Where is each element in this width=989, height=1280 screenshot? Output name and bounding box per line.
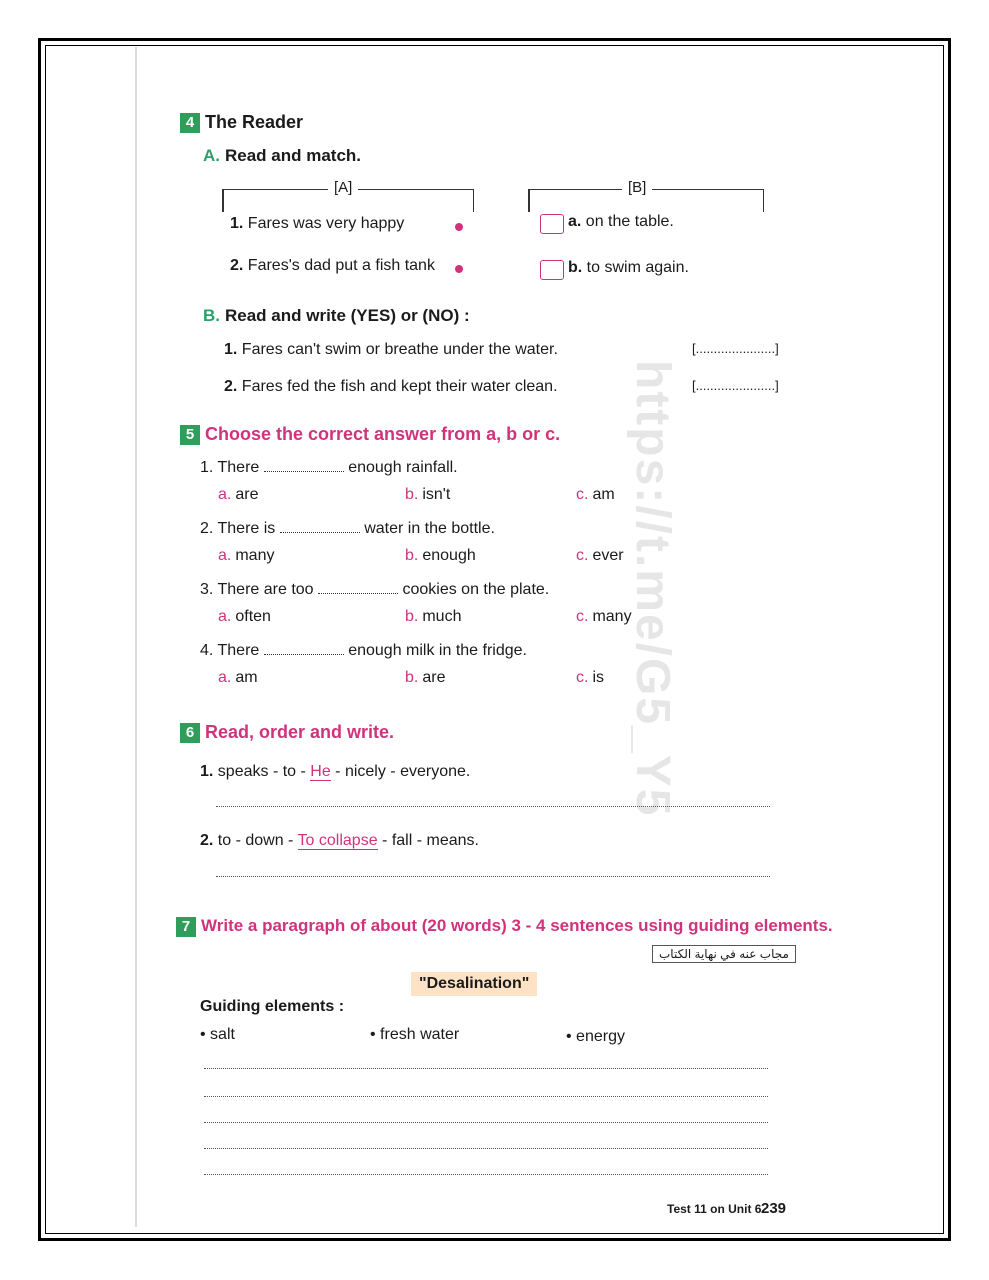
mcq-4-blank[interactable] (264, 654, 344, 655)
mcq-2-blank[interactable] (280, 532, 360, 533)
section-6-number: 6 (180, 723, 200, 743)
mcq-3-option-c-text: many (592, 608, 632, 625)
yes-no-item-1-num: 1. (224, 341, 238, 358)
column-b-label: [B] (622, 179, 652, 196)
page-fold-line (135, 47, 137, 1227)
yes-no-item-1-text: Fares can't swim or breathe under the water. (241, 341, 558, 358)
column-a-label: [A] (328, 179, 358, 196)
paragraph-line-3[interactable] (204, 1122, 768, 1123)
option-a-letter: a. (218, 669, 232, 686)
column-b-bracket (528, 179, 764, 196)
yes-no-item-2-text: Fares fed the fish and kept their water clean. (241, 378, 558, 395)
guiding-element-2: • fresh water (370, 1026, 460, 1043)
paragraph-line-2[interactable] (204, 1096, 768, 1097)
option-b-letter: b. (405, 547, 419, 564)
section-6-heading (180, 722, 394, 743)
part-b-title: Read and write (YES) or (NO) : (225, 306, 470, 325)
match-left-2-text: Fares's dad put a fish tank (247, 257, 435, 274)
match-right-b-letter: b. (568, 259, 583, 276)
order-item-2 (200, 832, 479, 850)
mcq-1-option-a[interactable] (218, 486, 258, 504)
section-4-title: The Reader (205, 112, 304, 132)
match-left-1 (230, 215, 404, 233)
mcq-3-after: cookies on the plate. (402, 581, 550, 598)
mcq-1-option-b-text: isn't (422, 486, 451, 503)
inner-border (45, 45, 944, 1234)
mcq-3-option-b[interactable] (405, 608, 461, 626)
mcq-2-option-c-text: ever (592, 547, 624, 564)
mcq-3-before: There are too (217, 581, 314, 598)
part-b-heading (203, 306, 470, 326)
section-4-number: 4 (180, 113, 200, 133)
match-right-b (568, 259, 689, 277)
mcq-3-stem (200, 581, 549, 599)
option-b-letter: b. (405, 669, 419, 686)
mcq-1-stem (200, 459, 458, 477)
mcq-2-option-a[interactable] (218, 547, 274, 565)
mcq-4-option-b-text: are (422, 669, 446, 686)
mcq-3-option-a[interactable] (218, 608, 271, 626)
section-6-title: Read, order and write. (205, 722, 395, 742)
section-5-heading (180, 424, 560, 445)
guiding-element-3: • energy (566, 1028, 625, 1045)
answered-at-end-note: مجاب عنه في نهاية الكتاب (652, 945, 796, 963)
mcq-3-blank[interactable] (318, 593, 398, 594)
mcq-1-after: enough rainfall. (348, 459, 458, 476)
option-c-letter: c. (576, 486, 589, 503)
section-5-title: Choose the correct answer from a, b or c. (205, 424, 561, 444)
page-number: 239 (761, 1200, 787, 1217)
order-item-2-post: - fall - means. (377, 832, 479, 849)
part-b-letter: B. (203, 306, 220, 325)
mcq-4-option-a[interactable] (218, 669, 258, 687)
paragraph-topic: "Desalination" (411, 972, 537, 996)
match-dot-1[interactable] (455, 223, 463, 231)
match-right-a-text: on the table. (585, 213, 674, 230)
yes-no-answer-2[interactable]: [......................] (692, 378, 779, 393)
mcq-2-num: 2. (200, 520, 214, 537)
mcq-1-option-a-text: are (235, 486, 259, 503)
mcq-2-option-c[interactable] (576, 547, 624, 565)
mcq-1-before: There (217, 459, 260, 476)
section-7-title: Write a paragraph of about (20 words) 3 - 4 sentences using guiding elements. (201, 916, 833, 935)
paragraph-line-1[interactable] (204, 1068, 768, 1069)
match-left-2 (230, 257, 435, 275)
match-right-a (568, 213, 674, 231)
match-left-1-text: Fares was very happy (247, 215, 405, 232)
order-answer-line-2[interactable] (216, 876, 770, 877)
match-right-a-letter: a. (568, 213, 582, 230)
match-left-1-num: 1. (230, 215, 244, 232)
match-left-2-num: 2. (230, 257, 244, 274)
mcq-4-option-b[interactable] (405, 669, 445, 687)
paragraph-line-4[interactable] (204, 1148, 768, 1149)
section-7-heading (176, 916, 833, 937)
option-c-letter: c. (576, 547, 589, 564)
section-4-heading (180, 112, 303, 133)
option-a-letter: a. (218, 486, 232, 503)
mcq-3-option-a-text: often (235, 608, 271, 625)
order-item-1-num: 1. (200, 763, 214, 780)
mcq-2-after: water in the bottle. (364, 520, 495, 537)
mcq-2-option-b-text: enough (422, 547, 476, 564)
part-a-heading (203, 146, 361, 166)
yes-no-answer-1[interactable]: [......................] (692, 341, 779, 356)
mcq-1-option-c-text: am (592, 486, 615, 503)
footer-label: Test 11 on Unit 6 (667, 1202, 762, 1216)
option-c-letter: c. (576, 608, 589, 625)
mcq-4-before: There (217, 642, 260, 659)
mcq-2-stem (200, 520, 495, 538)
mcq-3-num: 3. (200, 581, 214, 598)
match-right-b-text: to swim again. (586, 259, 689, 276)
option-c-letter: c. (576, 669, 589, 686)
match-box-b[interactable] (540, 260, 564, 280)
mcq-1-blank[interactable] (264, 471, 344, 472)
mcq-4-option-a-text: am (235, 669, 258, 686)
mcq-2-before: There is (217, 520, 276, 537)
order-item-2-highlight: To collapse (297, 832, 378, 849)
mcq-1-num: 1. (200, 459, 214, 476)
paragraph-line-5[interactable] (204, 1174, 768, 1175)
mcq-1-option-c[interactable] (576, 486, 615, 504)
part-a-letter: A. (203, 146, 220, 165)
option-b-letter: b. (405, 608, 419, 625)
order-item-2-pre: to - down - (217, 832, 298, 849)
mcq-4-num: 4. (200, 642, 214, 659)
mcq-3-option-b-text: much (422, 608, 462, 625)
watermark: https://t.me/G5_Y5 (626, 360, 679, 818)
yes-no-item-2-num: 2. (224, 378, 238, 395)
order-item-2-num: 2. (200, 832, 214, 849)
yes-no-item-1 (224, 341, 558, 359)
guiding-element-1: • salt (200, 1026, 235, 1043)
section-7-number: 7 (176, 917, 196, 937)
order-item-1-post: - nicely - everyone. (330, 763, 471, 780)
order-item-1 (200, 763, 470, 781)
option-a-letter: a. (218, 547, 232, 564)
mcq-4-option-c-text: is (592, 669, 605, 686)
match-box-a[interactable] (540, 214, 564, 234)
guiding-elements-label: Guiding elements : (200, 998, 345, 1015)
yes-no-item-2 (224, 378, 558, 396)
option-a-letter: a. (218, 608, 232, 625)
mcq-2-option-b[interactable] (405, 547, 476, 565)
mcq-4-stem (200, 642, 527, 660)
mcq-4-option-c[interactable] (576, 669, 604, 687)
match-dot-2[interactable] (455, 265, 463, 273)
mcq-2-option-a-text: many (235, 547, 275, 564)
order-item-1-pre: speaks - to - (217, 763, 311, 780)
order-answer-line-1[interactable] (216, 806, 770, 807)
section-5-number: 5 (180, 425, 200, 445)
option-b-letter: b. (405, 486, 419, 503)
part-a-title: Read and match. (225, 146, 362, 165)
mcq-3-option-c[interactable] (576, 608, 632, 626)
mcq-1-option-b[interactable] (405, 486, 450, 504)
column-a-bracket (222, 179, 474, 196)
mcq-4-after: enough milk in the fridge. (348, 642, 527, 659)
order-item-1-highlight: He (310, 763, 331, 780)
